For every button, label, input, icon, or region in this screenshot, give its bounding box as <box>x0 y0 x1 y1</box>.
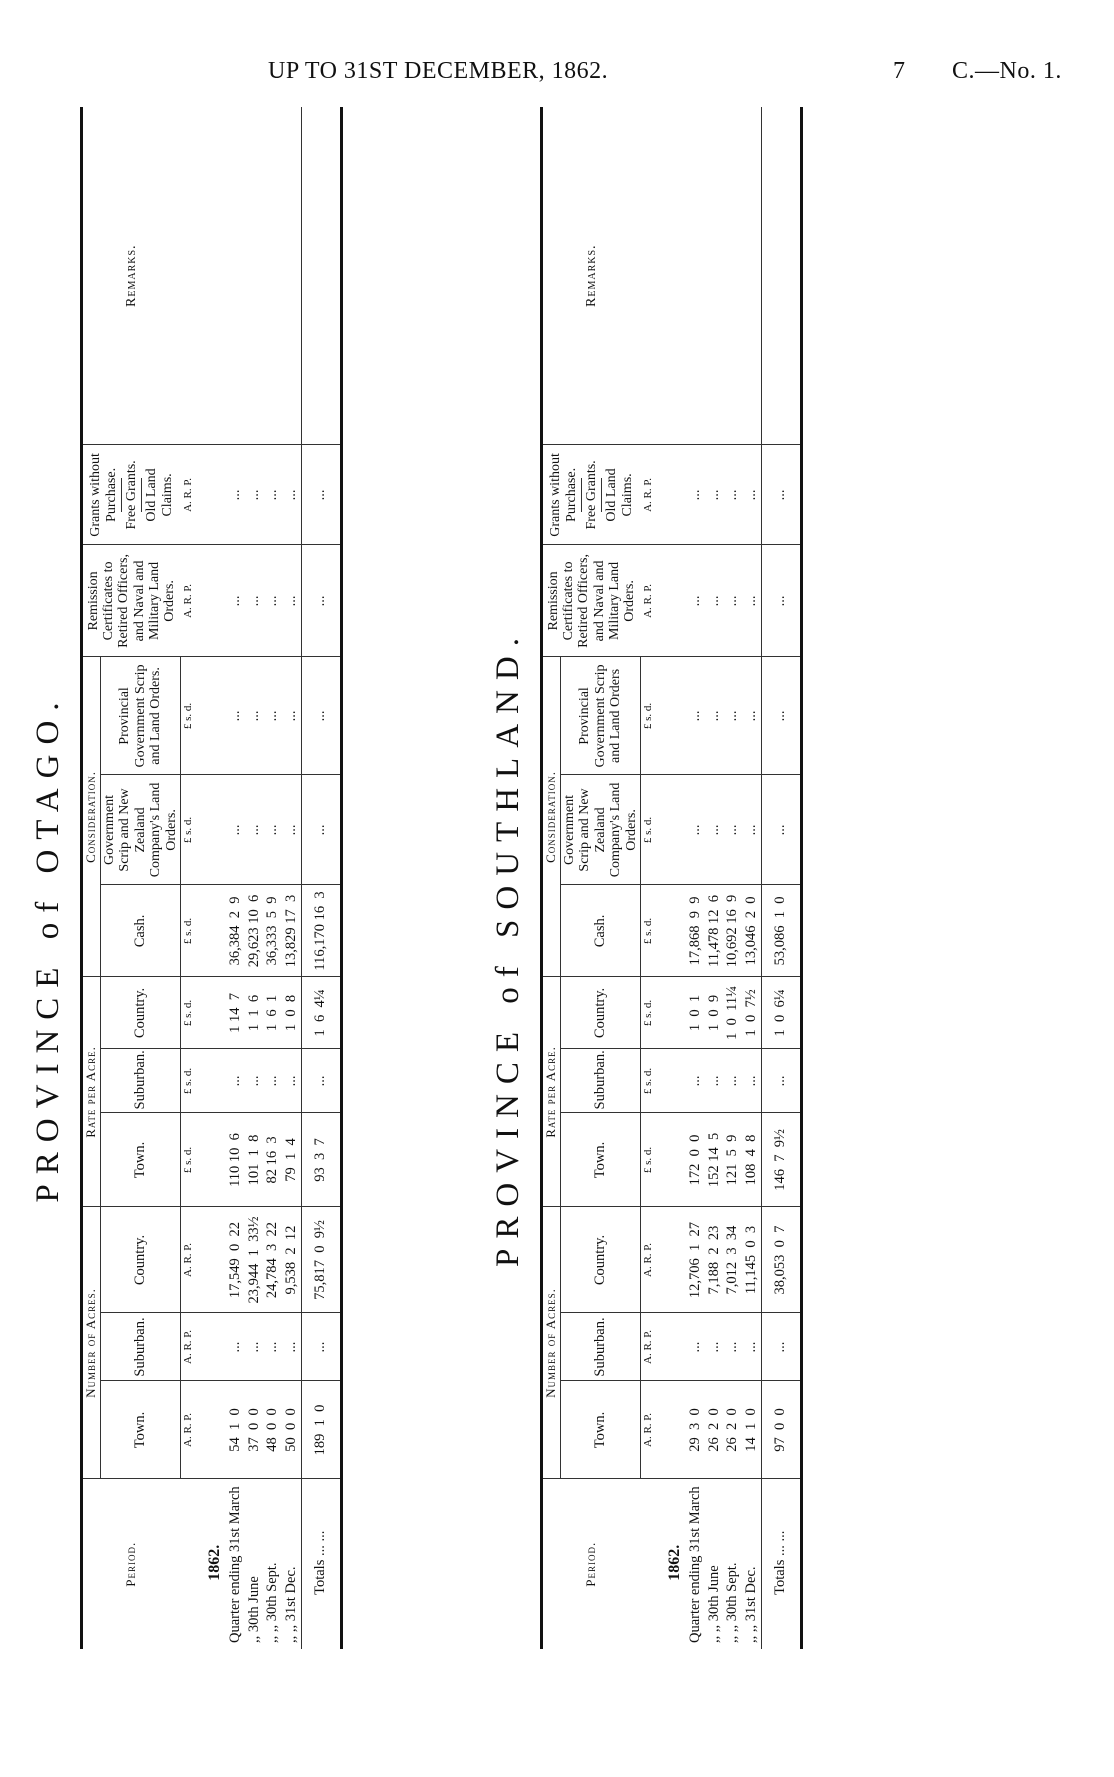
header-old-land-claims: Old Land Claims. <box>604 468 635 522</box>
total-suburban: ... <box>301 1313 341 1381</box>
header-number-of-acres: Number of Acres. <box>82 1207 101 1479</box>
cell-govt-scrip: ... <box>705 775 724 885</box>
cell-country: 12,706 1 27 <box>686 1207 705 1313</box>
units-row <box>640 107 655 1649</box>
cell-prov-scrip: ... <box>686 657 705 775</box>
cell-rate-country: 1 0 1 <box>686 977 705 1049</box>
row-period: ,, ,, 30th Sept. <box>724 1562 741 1643</box>
cell-prov-scrip: ... <box>245 657 264 775</box>
total-cash: 53,086 1 0 <box>761 885 801 977</box>
cell-grants: ... <box>705 445 724 545</box>
cell-grants: ... <box>226 445 245 545</box>
total-grants: ... <box>761 445 801 545</box>
cell-govt-scrip: ... <box>686 775 705 885</box>
total-grants: ... <box>301 445 341 545</box>
header-govt-scrip: Government Scrip and New Zealand Company's Land Orders. <box>560 775 640 885</box>
cell-town: 54 1 0 <box>226 1381 245 1479</box>
row-period: Quarter ending 31st March <box>226 1486 243 1643</box>
units-money: £ s. d. <box>640 775 655 885</box>
header-free-grants: Free Grants. <box>124 460 139 530</box>
table-row <box>245 107 264 1649</box>
units-period <box>180 1479 195 1649</box>
header-rate-suburban: Suburban. <box>100 1049 180 1113</box>
cell-cash: 29,623 10 6 <box>245 885 264 977</box>
cell-rate-country: 1 0 7½ <box>742 977 761 1049</box>
cell-remission: ... <box>723 545 742 657</box>
units-acres: A. R. P. <box>180 1313 195 1381</box>
cell-prov-scrip: ... <box>226 657 245 775</box>
total-prov-scrip: ... <box>301 657 341 775</box>
units-remarks <box>180 107 195 445</box>
table-row <box>723 107 742 1649</box>
row-period: Quarter ending 31st March <box>686 1486 703 1643</box>
cell-cash: 10,692 16 9 <box>723 885 742 977</box>
header-remarks: Remarks. <box>542 107 641 445</box>
cell-country: 7,188 2 23 <box>705 1207 724 1313</box>
cell-rate-country: 1 14 7 <box>226 977 245 1049</box>
southland-section <box>490 118 910 1777</box>
units-acres: A. R. P. <box>180 1207 195 1313</box>
cell-suburban: ... <box>263 1313 282 1381</box>
units-money: £ s. d. <box>640 1113 655 1207</box>
total-town: 97 0 0 <box>761 1381 801 1479</box>
units-acres: A. R. P. <box>180 1381 195 1479</box>
cell-cash: 11,478 12 6 <box>705 885 724 977</box>
table-row <box>282 107 301 1649</box>
units-money: £ s. d. <box>180 1113 195 1207</box>
cell-rate-town: 172 0 0 <box>686 1113 705 1207</box>
units-acres: A. R. P. <box>640 545 655 657</box>
total-rate-suburban: ... <box>301 1049 341 1113</box>
units-remarks <box>640 107 655 445</box>
cell-rate-town: 101 1 8 <box>245 1113 264 1207</box>
cell-prov-scrip: ... <box>723 657 742 775</box>
header-rate-suburban: Suburban. <box>560 1049 640 1113</box>
cell-town: 26 2 0 <box>723 1381 742 1479</box>
table-row <box>226 107 245 1649</box>
header-consideration: Consideration. <box>542 657 561 977</box>
province-title-southland: PROVINCE of SOUTHLAND. <box>490 628 526 1267</box>
total-govt-scrip: ... <box>761 775 801 885</box>
cell-remarks <box>723 107 742 445</box>
cell-grants: ... <box>282 445 301 545</box>
header-rate-town: Town. <box>100 1113 180 1207</box>
cell-rate-country: 1 0 9 <box>705 977 724 1049</box>
header-rule <box>121 478 122 512</box>
cell-remission: ... <box>263 545 282 657</box>
cell-country: 24,784 3 22 <box>263 1207 282 1313</box>
page-header-title: UP TO 31ST DECEMBER, 1862. <box>268 58 609 84</box>
units-acres: A. R. P. <box>640 1313 655 1381</box>
units-money: £ s. d. <box>640 657 655 775</box>
cell-rate-suburban: ... <box>686 1049 705 1113</box>
cell-suburban: ... <box>282 1313 301 1381</box>
total-rate-town: 146 7 9½ <box>761 1113 801 1207</box>
total-town: 189 1 0 <box>301 1381 341 1479</box>
totals-label: Totals ... ... <box>761 1479 801 1649</box>
total-rate-country: 1 0 6¼ <box>761 977 801 1049</box>
cell-grants: ... <box>686 445 705 545</box>
cell-rate-suburban: ... <box>723 1049 742 1113</box>
units-money: £ s. d. <box>640 885 655 977</box>
cell-suburban: ... <box>723 1313 742 1381</box>
total-remission: ... <box>301 545 341 657</box>
header-remarks: Remarks. <box>82 107 181 445</box>
cell-rate-town: 79 1 4 <box>282 1113 301 1207</box>
total-remarks <box>761 107 801 445</box>
cell-remarks <box>226 107 245 445</box>
cell-remarks <box>686 107 705 445</box>
header-period: Period. <box>82 1479 181 1649</box>
cell-town: 26 2 0 <box>705 1381 724 1479</box>
table-row <box>263 107 282 1649</box>
cell-cash: 36,384 2 9 <box>226 885 245 977</box>
units-money: £ s. d. <box>180 885 195 977</box>
units-money: £ s. d. <box>180 657 195 775</box>
header-remission: Remission Certificates to Retired Officers, and Naval and Military Land Orders. <box>542 545 641 657</box>
cell-govt-scrip: ... <box>263 775 282 885</box>
cell-country: 17,549 0 22 <box>226 1207 245 1313</box>
cell-govt-scrip: ... <box>742 775 761 885</box>
cell-grants: ... <box>723 445 742 545</box>
cell-remarks <box>245 107 264 445</box>
units-money: £ s. d. <box>180 1049 195 1113</box>
province-title-otago: PROVINCE of OTAGO. <box>30 692 66 1203</box>
cell-town: 50 0 0 <box>282 1381 301 1479</box>
header-consideration: Consideration. <box>82 657 101 977</box>
cell-country: 9,538 2 12 <box>282 1207 301 1313</box>
total-rate-suburban: ... <box>761 1049 801 1113</box>
header-rule <box>141 478 142 512</box>
cell-town: 48 0 0 <box>263 1381 282 1479</box>
header-acres-country: Country. <box>560 1207 640 1313</box>
cell-rate-suburban: ... <box>245 1049 264 1113</box>
cell-rate-suburban: ... <box>263 1049 282 1113</box>
cell-suburban: ... <box>686 1313 705 1381</box>
header-govt-scrip: Government Scrip and New Zealand Company's Land Orders. <box>100 775 180 885</box>
header-rule <box>601 478 602 512</box>
total-rate-town: 93 3 7 <box>301 1113 341 1207</box>
header-prov-scrip: Provincial Government Scrip and Land Orders. <box>100 657 180 775</box>
cell-rate-town: 110 10 6 <box>226 1113 245 1207</box>
header-remission: Remission Certificates to Retired Officers, and Naval and Military Land Orders. <box>82 545 181 657</box>
cell-cash: 13,829 17 3 <box>282 885 301 977</box>
cell-remission: ... <box>742 545 761 657</box>
cell-suburban: ... <box>705 1313 724 1381</box>
total-prov-scrip: ... <box>761 657 801 775</box>
cell-town: 29 3 0 <box>686 1381 705 1479</box>
cell-remission: ... <box>686 545 705 657</box>
cell-prov-scrip: ... <box>742 657 761 775</box>
header-old-land-claims: Old Land Claims. <box>144 468 175 522</box>
row-period: ,, 30th June <box>245 1576 262 1643</box>
row-period: ,, ,, 30th Sept. <box>264 1562 281 1643</box>
table-row <box>705 107 724 1649</box>
units-acres: A. R. P. <box>640 1207 655 1313</box>
header-grants-label: Grants without Purchase. <box>88 453 119 537</box>
header-cash: Cash. <box>100 885 180 977</box>
units-money: £ s. d. <box>180 977 195 1049</box>
header-rate-per-acre: Rate per Acre. <box>82 977 101 1207</box>
otago-table <box>80 107 343 1649</box>
cell-remarks <box>263 107 282 445</box>
year-label: 1862. <box>665 1544 683 1581</box>
totals-row <box>761 107 801 1649</box>
cell-rate-suburban: ... <box>282 1049 301 1113</box>
table-row <box>742 107 761 1649</box>
header-number-of-acres: Number of Acres. <box>542 1207 561 1479</box>
cell-remarks <box>742 107 761 445</box>
header-rule <box>581 478 582 512</box>
header-acres-country: Country. <box>100 1207 180 1313</box>
cell-cash: 36,333 5 9 <box>263 885 282 977</box>
cell-rate-town: 82 16 3 <box>263 1113 282 1207</box>
row-period: ,, ,, 30th June <box>705 1565 722 1643</box>
cell-govt-scrip: ... <box>282 775 301 885</box>
units-money: £ s. d. <box>180 775 195 885</box>
cell-cash: 13,046 2 0 <box>742 885 761 977</box>
totals-row <box>301 107 341 1649</box>
cell-rate-town: 121 5 9 <box>723 1113 742 1207</box>
cell-suburban: ... <box>226 1313 245 1381</box>
row-period: ,, ,, 31st Dec. <box>282 1566 299 1643</box>
page-number: 7 <box>893 58 906 84</box>
cell-prov-scrip: ... <box>705 657 724 775</box>
cell-rate-town: 108 4 8 <box>742 1113 761 1207</box>
totals-label: Totals ... ... <box>301 1479 341 1649</box>
header-grants <box>82 445 181 545</box>
cell-govt-scrip: ... <box>723 775 742 885</box>
total-country: 38,053 0 7 <box>761 1207 801 1313</box>
cell-town: 37 0 0 <box>245 1381 264 1479</box>
cell-rate-country: 1 0 11¼ <box>723 977 742 1049</box>
header-rate-per-acre: Rate per Acre. <box>542 977 561 1207</box>
cell-prov-scrip: ... <box>263 657 282 775</box>
cell-remarks <box>282 107 301 445</box>
units-period <box>640 1479 655 1649</box>
cell-suburban: ... <box>245 1313 264 1381</box>
total-country: 75,817 0 9½ <box>301 1207 341 1313</box>
units-acres: A. R. P. <box>180 445 195 545</box>
total-suburban: ... <box>761 1313 801 1381</box>
header-rate-town: Town. <box>560 1113 640 1207</box>
header-rate-country: Country. <box>100 977 180 1049</box>
otago-section <box>30 118 450 1777</box>
units-acres: A. R. P. <box>640 1381 655 1479</box>
cell-rate-country: 1 0 8 <box>282 977 301 1049</box>
cell-cash: 17,868 9 9 <box>686 885 705 977</box>
cell-country: 11,145 0 3 <box>742 1207 761 1313</box>
cell-rate-country: 1 1 6 <box>245 977 264 1049</box>
cell-remission: ... <box>226 545 245 657</box>
header-grants <box>542 445 641 545</box>
cell-rate-suburban: ... <box>226 1049 245 1113</box>
cell-rate-suburban: ... <box>742 1049 761 1113</box>
cell-suburban: ... <box>742 1313 761 1381</box>
units-acres: A. R. P. <box>640 445 655 545</box>
header-cash: Cash. <box>560 885 640 977</box>
total-cash: 116,170 16 3 <box>301 885 341 977</box>
cell-country: 23,944 1 33½ <box>245 1207 264 1313</box>
header-acres-town: Town. <box>560 1381 640 1479</box>
total-govt-scrip: ... <box>301 775 341 885</box>
header-acres-suburban: Suburban. <box>100 1313 180 1381</box>
header-period: Period. <box>542 1479 641 1649</box>
cell-rate-country: 1 6 1 <box>263 977 282 1049</box>
units-money: £ s. d. <box>640 1049 655 1113</box>
cell-govt-scrip: ... <box>245 775 264 885</box>
cell-country: 7,012 3 34 <box>723 1207 742 1313</box>
cell-rate-suburban: ... <box>705 1049 724 1113</box>
year-label: 1862. <box>205 1544 223 1581</box>
units-row <box>180 107 195 1649</box>
header-acres-town: Town. <box>100 1381 180 1479</box>
table-row <box>686 107 705 1649</box>
cell-grants: ... <box>263 445 282 545</box>
row-period: ,, ,, 31st Dec. <box>742 1566 759 1643</box>
cell-rate-town: 152 14 5 <box>705 1113 724 1207</box>
cell-remarks <box>705 107 724 445</box>
header-grants-label: Grants without Purchase. <box>548 453 579 537</box>
total-remarks <box>301 107 341 445</box>
southland-table <box>540 107 803 1649</box>
cell-govt-scrip: ... <box>226 775 245 885</box>
total-remission: ... <box>761 545 801 657</box>
cell-prov-scrip: ... <box>282 657 301 775</box>
header-free-grants: Free Grants. <box>584 460 599 530</box>
total-rate-country: 1 6 4¼ <box>301 977 341 1049</box>
cell-remission: ... <box>245 545 264 657</box>
cell-town: 14 1 0 <box>742 1381 761 1479</box>
units-money: £ s. d. <box>640 977 655 1049</box>
header-acres-suburban: Suburban. <box>560 1313 640 1381</box>
cell-grants: ... <box>245 445 264 545</box>
units-acres: A. R. P. <box>180 545 195 657</box>
cell-remission: ... <box>282 545 301 657</box>
cell-grants: ... <box>742 445 761 545</box>
header-prov-scrip: Provincial Government Scrip and Land Orders <box>560 657 640 775</box>
cell-remission: ... <box>705 545 724 657</box>
document-reference: C.—No. 1. <box>952 58 1062 84</box>
header-rate-country: Country. <box>560 977 640 1049</box>
